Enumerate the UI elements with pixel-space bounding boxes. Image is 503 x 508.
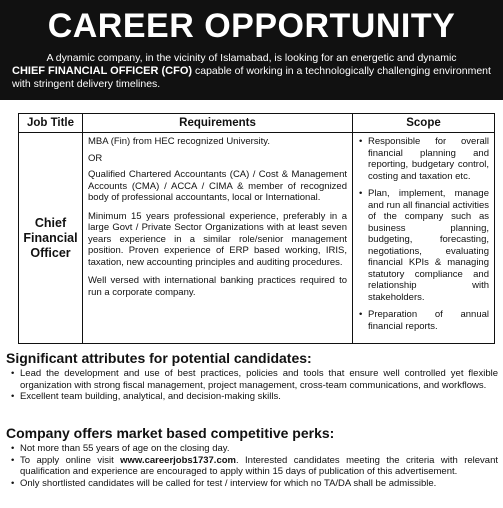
requirement-item: OR	[88, 152, 103, 164]
attribute-item: • Lead the development and use of best practices, policies and tools that ensure well controlled yet flexible organization with strong fiscal management, project management, cross-team communications, and workflows.	[20, 368, 498, 391]
requirement-item: Minimum 15 years professional experience, preferably in a large Govt / Private Sector Organizations with at least seven years experience in a similar role/senior management position. Proven experience of ERP based working, IRIS, taxation, new accounting principles and auditing procedures.	[88, 210, 347, 268]
perk-item: • Only shortlisted candidates will be called for test / interview for which no TA/DA shall be admissible.	[20, 478, 498, 490]
intro-cfo: CHIEF FINANCIAL OFFICER (CFO)	[12, 65, 193, 77]
requirement-item: Well versed with international banking practices required to run a corporate company.	[88, 275, 347, 298]
scope-item: • Responsible for overall financial planning and reporting, budgetary control, costing and taxation etc.	[368, 136, 489, 182]
intro-text	[8, 52, 495, 91]
perks-section	[6, 425, 498, 489]
header-banner	[0, 0, 503, 100]
scope-item: • Preparation of annual financial reports.	[368, 309, 489, 332]
job-title-cell: Chief Financial Officer	[19, 133, 83, 343]
perk-item: • Not more than 55 years of age on the closing day.	[20, 443, 498, 455]
intro-line2: capable of working in a technologically challenging environment with stringent delivery timelines.	[12, 65, 491, 90]
intro-line1: A dynamic company, in the vicinity of Islamabad, is looking for an energetic and dynamic	[46, 52, 457, 64]
col-header-job-title: Job Title	[19, 114, 83, 133]
perk-apply-pre: To apply online visit	[20, 454, 121, 466]
perk-item	[20, 455, 498, 478]
attribute-item: • Excellent team building, analytical, and decision-making skills.	[20, 391, 498, 403]
scope-list	[358, 136, 489, 332]
perks-list	[6, 443, 498, 489]
requirement-item: MBA (Fin) from HEC recognized University.	[88, 136, 270, 147]
col-header-requirements: Requirements	[83, 114, 353, 133]
scope-cell	[353, 133, 494, 343]
page-title: CAREER OPPORTUNITY	[47, 7, 456, 45]
attributes-title: Significant attributes for potential candidates:	[6, 350, 312, 366]
attributes-list	[6, 368, 498, 403]
website-link[interactable]: www.careerjobs1737.com	[120, 454, 236, 466]
perk-apply-post: . Interested candidates meeting the criteria with relevant qualification and experience are encouraged to apply within 15 days of publication of this advertisement.	[20, 454, 498, 477]
col-header-scope: Scope	[353, 114, 494, 133]
requirement-item: Qualified Chartered Accountants (CA) / Cost & Management Accounts (CMA) / ACCA / CIMA & member of recognized body of professional accountants, local or International.	[88, 169, 347, 203]
job-table	[18, 113, 495, 344]
attributes-section	[6, 350, 498, 403]
scope-item: • Plan, implement, manage and run all financial activities of the company such as business planning, budgeting, forecasting, negotiations, evaluating financial KPIs & managing statutory compliance and relationship with stakeholders.	[368, 188, 489, 303]
perks-title: Company offers market based competitive perks:	[6, 425, 335, 441]
requirements-cell	[83, 133, 353, 343]
